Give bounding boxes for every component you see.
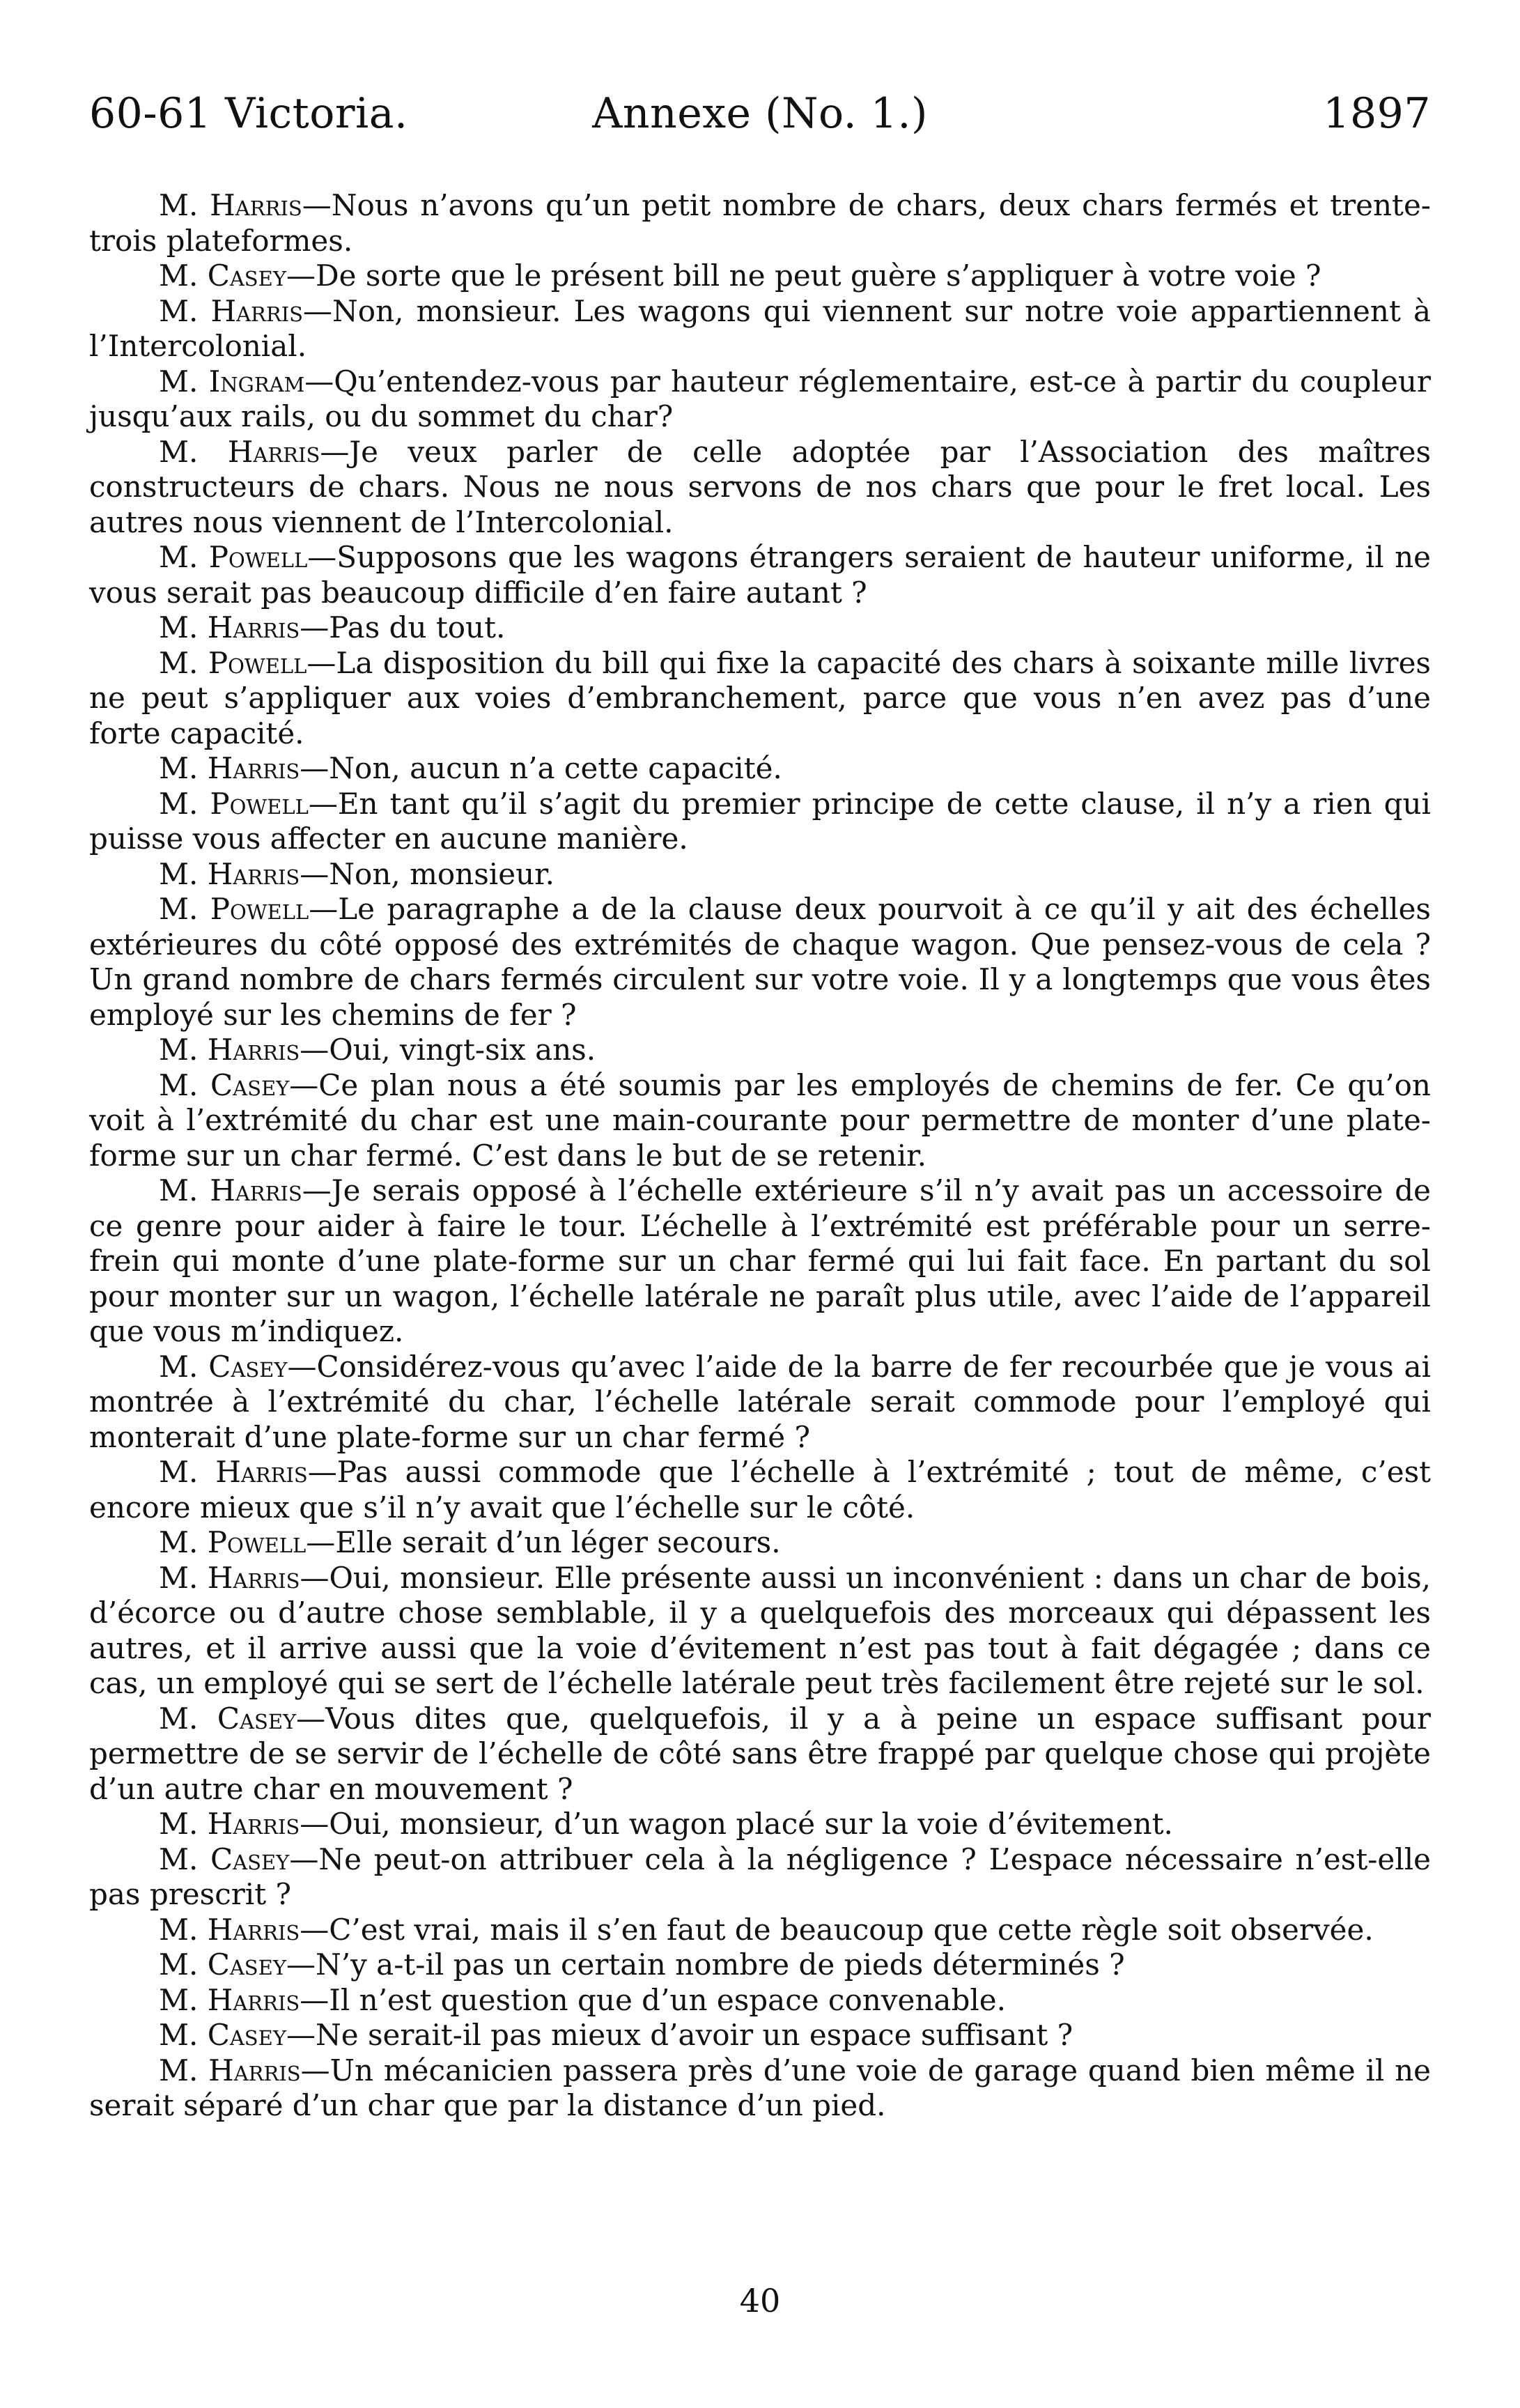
speaker-name: Harris bbox=[215, 1455, 308, 1489]
speaker-title: M. bbox=[159, 1947, 208, 1982]
header-session: 60-61 Victoria. bbox=[89, 89, 408, 138]
speaker-title: M. bbox=[159, 2053, 209, 2087]
testimony-paragraph bbox=[89, 2018, 1431, 2053]
testimony-paragraph bbox=[89, 435, 1431, 541]
speech-text: —Qu’entendez-vous par hauteur réglementaire, est-ce à partir du coupleur jusqu’aux rails, ou du sommet du char? bbox=[89, 364, 1431, 433]
speaker-title: M. bbox=[159, 293, 211, 328]
speech-text: —De sorte que le présent bill ne peut guère s’appliquer à votre voie ? bbox=[286, 258, 1321, 293]
speaker-title: M. bbox=[159, 856, 208, 891]
speaker-title: M. bbox=[159, 786, 210, 821]
speaker-title: M. bbox=[159, 610, 208, 645]
speaker-title: M. bbox=[159, 1349, 209, 1384]
speaker-name: Casey bbox=[217, 1701, 297, 1736]
testimony-paragraph bbox=[89, 1068, 1431, 1174]
testimony-paragraph bbox=[89, 364, 1431, 435]
speaker-title: M. bbox=[159, 540, 209, 574]
speaker-name: Casey bbox=[210, 1842, 290, 1876]
speaker-title: M. bbox=[159, 1455, 216, 1489]
speaker-title: M. bbox=[159, 1912, 208, 1947]
speech-text: —Il n’est question que d’un espace convenable. bbox=[300, 1982, 1006, 2017]
testimony-paragraph bbox=[89, 294, 1431, 364]
speaker-title: M. bbox=[159, 258, 208, 293]
testimony-paragraph bbox=[89, 1701, 1431, 1807]
testimony-paragraph bbox=[89, 1947, 1431, 1983]
header-year: 1897 bbox=[1323, 89, 1431, 138]
speaker-name: Harris bbox=[208, 2053, 301, 2087]
testimony-paragraph bbox=[89, 892, 1431, 1033]
speech-text: —Nous n’avons qu’un petit nombre de chars, deux chars fermés et trente-trois plateformes. bbox=[89, 188, 1431, 258]
speaker-name: Harris bbox=[207, 1560, 300, 1595]
speaker-title: M. bbox=[159, 1982, 208, 2017]
testimony-paragraph bbox=[89, 787, 1431, 857]
speaker-title: M. bbox=[159, 1842, 211, 1876]
speaker-name: Powell bbox=[208, 540, 308, 574]
speaker-name: Powell bbox=[208, 645, 307, 680]
speaker-name: Ingram bbox=[208, 364, 305, 399]
speech-text: —En tant qu’il s’agit du premier principe de cette clause, il n’y a rien qui puisse vous affecter en aucune manière. bbox=[89, 786, 1431, 856]
speech-text: —N’y a-t-il pas un certain nombre de pieds déterminés ? bbox=[286, 1947, 1125, 1982]
speaker-name: Casey bbox=[210, 1067, 290, 1102]
speech-text: —Oui, monsieur. Elle présente aussi un inconvénient : dans un char de bois, d’écorce ou d’autre chose semblable, il y a quelquefois des morceaux qui dépassent les autres, et il arrive aussi que la voie d’évitement n’est pas tout à fait dégagée ; dans ce cas, un employé qui se sert de l’échelle latérale peut très facilement être rejeté sur le sol. bbox=[89, 1560, 1431, 1700]
testimony-paragraph bbox=[89, 258, 1431, 294]
testimony-paragraph bbox=[89, 1350, 1431, 1456]
testimony-paragraph bbox=[89, 857, 1431, 893]
speech-text: —Ce plan nous a été soumis par les employés de chemins de fer. Ce qu’on voit à l’extrémité du char est une main-courante pour permettre de monter d’une plate-forme sur un char fermé. C’est dans le but de se retenir. bbox=[89, 1067, 1431, 1173]
testimony-paragraph bbox=[89, 610, 1431, 646]
speaker-title: M. bbox=[159, 2018, 208, 2052]
testimony-paragraph bbox=[89, 1173, 1431, 1350]
speaker-name: Harris bbox=[210, 293, 304, 328]
testimony-body bbox=[89, 188, 1431, 2124]
speaker-title: M. bbox=[159, 1701, 217, 1736]
header-title: Annexe (No. 1.) bbox=[592, 89, 928, 138]
speaker-name: Harris bbox=[207, 1033, 300, 1067]
testimony-paragraph bbox=[89, 2053, 1431, 2124]
speech-text: —Non, monsieur. bbox=[300, 856, 555, 891]
speaker-title: M. bbox=[159, 434, 228, 469]
speech-text: —Pas du tout. bbox=[300, 610, 506, 645]
speech-text: —C’est vrai, mais il s’en faut de beaucoup que cette règle soit observée. bbox=[300, 1912, 1374, 1947]
testimony-paragraph bbox=[89, 1983, 1431, 2019]
testimony-paragraph bbox=[89, 1913, 1431, 1948]
speaker-title: M. bbox=[159, 751, 208, 785]
speech-text: —Elle serait d’un léger secours. bbox=[306, 1525, 781, 1559]
speech-text: —Ne serait-il pas mieux d’avoir un espace suffisant ? bbox=[286, 2018, 1073, 2052]
speaker-title: M. bbox=[159, 1560, 208, 1595]
speaker-title: M. bbox=[159, 645, 208, 680]
speaker-name: Harris bbox=[207, 1912, 300, 1947]
speaker-name: Harris bbox=[207, 1807, 300, 1841]
speech-text: —Oui, vingt-six ans. bbox=[300, 1033, 596, 1067]
speaker-name: Harris bbox=[227, 434, 320, 469]
speaker-title: M. bbox=[159, 1033, 208, 1067]
speaker-title: M. bbox=[159, 1807, 208, 1841]
running-header bbox=[89, 89, 1431, 138]
testimony-paragraph bbox=[89, 1842, 1431, 1913]
testimony-paragraph bbox=[89, 188, 1431, 258]
speech-text: —Je veux parler de celle adoptée par l’Association des maîtres constructeurs de chars. Nous ne nous servons de nos chars que pour le fret local. Les autres nous viennent de l’Intercolonial. bbox=[89, 434, 1431, 539]
page-number: 40 bbox=[739, 2282, 781, 2320]
speech-text: —La disposition du bill qui fixe la capacité des chars à soixante mille livres ne peut s’appliquer aux voies d’embranchement, parce que vous n’en avez pas d’une forte capacité. bbox=[89, 645, 1431, 750]
speaker-name: Harris bbox=[207, 856, 300, 891]
speech-text: —Supposons que les wagons étrangers seraient de hauteur uniforme, il ne vous serait pas beaucoup difficile d’en faire autant ? bbox=[89, 540, 1431, 610]
speech-text: —Ne peut-on attribuer cela à la négligence ? L’espace nécessaire n’est-elle pas prescrit ? bbox=[89, 1842, 1431, 1911]
speaker-name: Casey bbox=[207, 2018, 286, 2052]
speech-text: —Considérez-vous qu’avec l’aide de la barre de fer recourbée que je vous ai montrée à l’extrémité du char, l’échelle latérale serait commode pour l’employé qui monterait d’une plate-forme sur un char fermé ? bbox=[89, 1349, 1431, 1454]
speaker-title: M. bbox=[159, 1067, 211, 1102]
testimony-paragraph bbox=[89, 1807, 1431, 1842]
speaker-name: Harris bbox=[210, 188, 302, 222]
testimony-paragraph bbox=[89, 751, 1431, 787]
speaker-name: Powell bbox=[210, 892, 309, 926]
testimony-paragraph bbox=[89, 646, 1431, 752]
speech-text: —Je serais opposé à l’échelle extérieure s’il n’y avait pas un accessoire de ce genre pour aider à faire le tour. L’échelle à l’extrémité est préférable pour un serre-frein qui monte d’une plate-forme sur un char fermé qui lui fait face. En partant du sol pour monter sur un wagon, l’échelle latérale ne paraît plus utile, avec l’aide de l’appareil que vous m’indiquez. bbox=[89, 1173, 1431, 1348]
speaker-title: M. bbox=[159, 364, 209, 399]
testimony-paragraph bbox=[89, 1525, 1431, 1561]
speaker-name: Harris bbox=[207, 610, 300, 645]
speech-text: —Pas aussi commode que l’échelle à l’extrémité ; tout de même, c’est encore mieux que s’il n’y avait que l’échelle sur le côté. bbox=[89, 1455, 1431, 1525]
testimony-paragraph bbox=[89, 1033, 1431, 1068]
testimony-paragraph bbox=[89, 540, 1431, 610]
speaker-title: M. bbox=[159, 1525, 208, 1559]
speech-text: —Non, monsieur. Les wagons qui viennent sur notre voie appartiennent à l’Intercolonial. bbox=[89, 293, 1431, 363]
speaker-title: M. bbox=[159, 188, 210, 222]
speaker-name: Powell bbox=[207, 1525, 307, 1559]
speech-text: —Non, aucun n’a cette capacité. bbox=[300, 751, 782, 785]
speaker-name: Casey bbox=[207, 1947, 286, 1982]
speaker-name: Powell bbox=[210, 786, 309, 821]
speaker-name: Casey bbox=[208, 1349, 288, 1384]
speaker-title: M. bbox=[159, 1173, 210, 1207]
speaker-name: Casey bbox=[207, 258, 286, 293]
speaker-name: Harris bbox=[207, 751, 300, 785]
speaker-name: Harris bbox=[207, 1982, 300, 2017]
speaker-title: M. bbox=[159, 892, 210, 926]
speech-text: —Oui, monsieur, d’un wagon placé sur la voie d’évitement. bbox=[300, 1807, 1173, 1841]
testimony-paragraph bbox=[89, 1561, 1431, 1701]
speech-text: —Le paragraphe a de la clause deux pourvoit à ce qu’il y ait des échelles extérieures du côté opposé des extrémités de chaque wagon. Que pensez-vous de cela ? Un grand nombre de chars fermés circulent sur votre voie. Il y a longtemps que vous êtes employé sur les chemins de fer ? bbox=[89, 892, 1431, 1032]
testimony-paragraph bbox=[89, 1455, 1431, 1525]
speaker-name: Harris bbox=[210, 1173, 302, 1207]
speech-text: —Vous dites que, quelquefois, il y a à peine un espace suffisant pour permettre de se servir de l’échelle de côté sans être frappé par quelque chose qui projète d’un autre char en mouvement ? bbox=[89, 1701, 1431, 1806]
speech-text: —Un mécanicien passera près d’une voie de garage quand bien même il ne serait séparé d’un char que par la distance d’un pied. bbox=[89, 2053, 1431, 2122]
